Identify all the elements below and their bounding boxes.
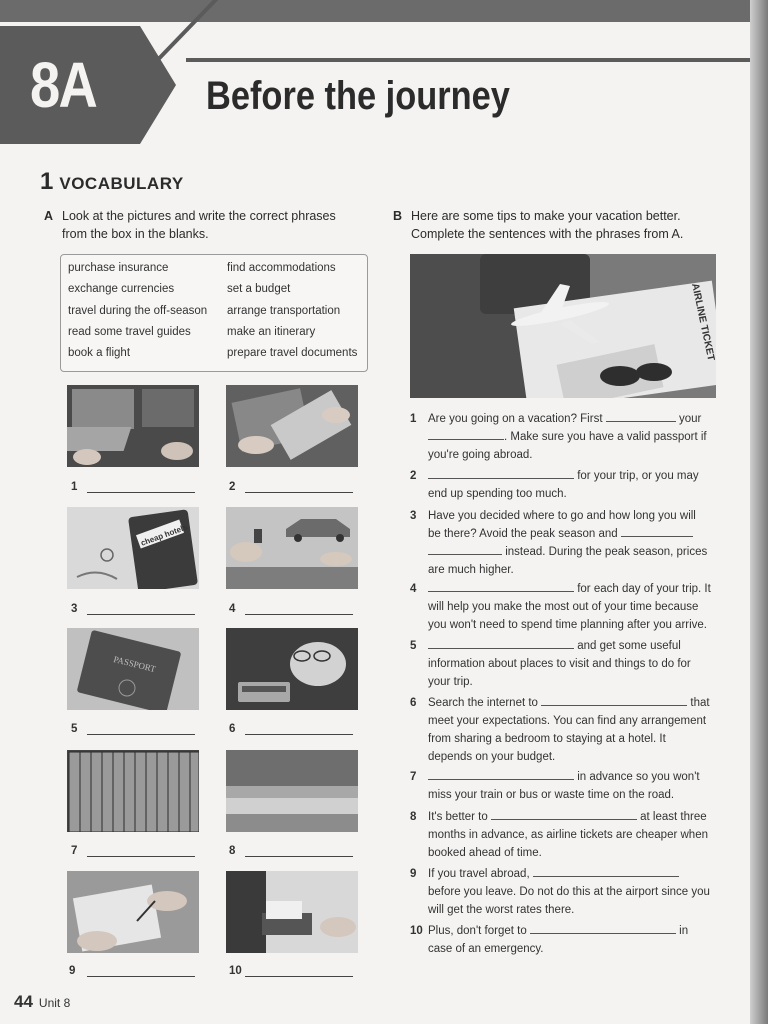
part-a-letter: A <box>44 209 54 223</box>
tip-text: It's better to <box>428 811 488 823</box>
picture-number: 4 <box>229 603 236 615</box>
tip-text: and get some useful <box>577 640 681 652</box>
page-title: Before the journey <box>206 74 510 118</box>
answer-blank[interactable] <box>87 734 195 735</box>
tip-number: 6 <box>410 697 417 709</box>
tip-text: for your trip, or you may <box>577 470 699 482</box>
tip-blank[interactable] <box>530 922 676 934</box>
part-b-line-1: Here are some tips to make your vacation better. <box>411 209 681 223</box>
page-footer <box>14 992 70 1012</box>
tip-number: 4 <box>410 583 417 595</box>
tip-text: for each day of your trip. It <box>577 583 711 595</box>
phrase-item: set a budget <box>227 283 291 295</box>
section-number: 1 <box>40 168 54 195</box>
tip-number: 10 <box>410 925 423 937</box>
tip-item <box>410 467 716 503</box>
tip-text: will get the worst rates there. <box>428 904 575 916</box>
picture-number: 5 <box>71 723 78 735</box>
tip-item <box>410 580 716 634</box>
tip-blank[interactable] <box>428 768 574 780</box>
tip-text: depends on your budget. <box>428 751 556 763</box>
tip-blank[interactable] <box>541 694 687 706</box>
part-a-line-2: from the box in the blanks. <box>62 227 209 241</box>
tip-text: be there? Avoid the peak season and <box>428 528 618 540</box>
tip-item <box>410 922 716 958</box>
tip-text: case of an emergency. <box>428 943 544 955</box>
guide-books-photo <box>67 750 199 832</box>
tip-blank[interactable] <box>491 808 637 820</box>
planning-desk-photo <box>226 871 358 953</box>
phrase-item: arrange transportation <box>227 305 341 317</box>
page-number: 44 <box>14 992 33 1011</box>
section-heading <box>40 168 184 196</box>
answer-blank[interactable] <box>87 976 195 977</box>
picture-number: 8 <box>229 845 236 857</box>
answer-blank[interactable] <box>245 492 353 493</box>
tip-text: are much higher. <box>428 564 514 576</box>
tip-text: at least three <box>640 811 707 823</box>
tip-number: 7 <box>410 771 417 783</box>
tip-item <box>410 768 716 804</box>
scan-top-band <box>0 0 768 22</box>
tip-text: you're going abroad. <box>428 449 533 461</box>
laptop-booking-photo <box>67 385 199 467</box>
svg-text:PASSPORT: PASSPORT <box>112 654 157 675</box>
answer-blank[interactable] <box>245 614 353 615</box>
tip-blank[interactable] <box>533 865 679 877</box>
answer-blank[interactable] <box>245 856 353 857</box>
tip-blank[interactable] <box>428 543 502 555</box>
money-exchange-photo <box>226 385 358 467</box>
tip-text: in advance so you won't <box>577 771 700 783</box>
tip-item <box>410 808 716 862</box>
answer-blank[interactable] <box>87 492 195 493</box>
tip-item <box>410 694 716 766</box>
tip-text: miss your train or bus or waste time on the road. <box>428 789 675 801</box>
tip-text: information about places to visit and things to do for <box>428 658 691 670</box>
signing-papers-photo <box>67 871 199 953</box>
tip-text: Have you decided where to go and how long you will <box>428 510 696 522</box>
tip-blank[interactable] <box>428 637 574 649</box>
phrase-item: read some travel guides <box>68 326 191 338</box>
tip-text: Search the internet to <box>428 697 538 709</box>
tip-number: 1 <box>410 413 417 425</box>
tip-text: before you leave. Do not do this at the airport since you <box>428 886 710 898</box>
phrase-item: exchange currencies <box>68 283 175 295</box>
part-b-line-2: Complete the sentences with the phrases from A. <box>411 227 684 241</box>
tip-blank[interactable] <box>428 467 574 479</box>
tip-text: Plus, don't forget to <box>428 925 527 937</box>
part-a-instruction <box>44 207 372 243</box>
tip-blank[interactable] <box>606 410 676 422</box>
tip-number: 2 <box>410 470 417 482</box>
phrase-item: find accommodations <box>227 262 336 274</box>
passport-photo <box>67 628 199 710</box>
phrase-item: make an itinerary <box>227 326 316 338</box>
hotel-search-photo <box>67 507 199 589</box>
tip-number: 8 <box>410 811 417 823</box>
tip-item <box>410 410 716 464</box>
svg-text:cheap hotels: cheap hotels <box>139 522 189 548</box>
unit-label: Unit 8 <box>38 996 71 1010</box>
piggy-bank-photo <box>226 628 358 710</box>
answer-blank[interactable] <box>87 856 195 857</box>
ticket-stamp-text: AIRLINE TICKET <box>689 282 716 362</box>
tip-item <box>410 637 716 691</box>
answer-blank[interactable] <box>87 614 195 615</box>
tip-item <box>410 507 716 579</box>
answer-blank[interactable] <box>245 976 353 977</box>
tip-blank[interactable] <box>428 428 504 440</box>
phrase-item: book a flight <box>68 347 131 359</box>
phrase-item: purchase insurance <box>68 262 169 274</box>
picture-number: 6 <box>229 723 236 735</box>
car-rental-photo <box>226 507 358 589</box>
tip-text: end up spending too much. <box>428 488 567 500</box>
part-b-letter: B <box>393 209 403 223</box>
tip-text: instead. During the peak season, prices <box>505 546 708 558</box>
tip-text: you won't need to spend time planning after you arrive. <box>428 619 708 631</box>
picture-number: 7 <box>71 845 78 857</box>
tip-number: 9 <box>410 868 417 880</box>
tip-text: your <box>678 413 702 425</box>
tip-text: If you travel abroad, <box>428 868 530 880</box>
empty-beach-photo <box>226 750 358 832</box>
page-edge-shadow <box>750 0 768 1024</box>
tip-text: your trip. <box>428 676 473 688</box>
tip-text: booked ahead of time. <box>428 847 542 859</box>
tip-text: Are you going on a vacation? First <box>428 413 603 425</box>
unit-code: 8A <box>30 49 97 121</box>
picture-number: 9 <box>69 965 76 977</box>
picture-number: 2 <box>229 481 236 493</box>
answer-blank[interactable] <box>245 734 353 735</box>
picture-number: 10 <box>229 965 242 977</box>
picture-number: 3 <box>71 603 78 615</box>
tip-blank[interactable] <box>428 580 574 592</box>
part-b-instruction <box>393 207 721 243</box>
tip-text: from sharing a bedroom to staying at a hotel. It <box>428 733 666 745</box>
tip-text: meet your expectations. You can find any arrangement <box>428 715 707 727</box>
phrase-item: travel during the off-season <box>68 305 208 317</box>
tip-text: in <box>679 925 689 937</box>
tip-text: . Make sure you have a valid passport if <box>504 431 707 443</box>
tip-blank[interactable] <box>621 525 693 537</box>
phrase-item: prepare travel documents <box>227 347 358 359</box>
tip-text: will help you make the most out of your time because <box>428 601 699 613</box>
tip-number: 5 <box>410 640 417 652</box>
tip-item <box>410 865 716 919</box>
tip-text: months in advance, as airline tickets are cheaper when <box>428 829 708 841</box>
part-a-line-1: Look at the pictures and write the correct phrases <box>62 209 336 223</box>
section-title: VOCABULARY <box>59 174 184 193</box>
airplane-ticket-photo <box>410 254 716 398</box>
tip-text: that <box>690 697 710 709</box>
picture-number: 1 <box>71 481 78 493</box>
tip-number: 3 <box>410 510 417 522</box>
header-rule <box>186 58 750 62</box>
